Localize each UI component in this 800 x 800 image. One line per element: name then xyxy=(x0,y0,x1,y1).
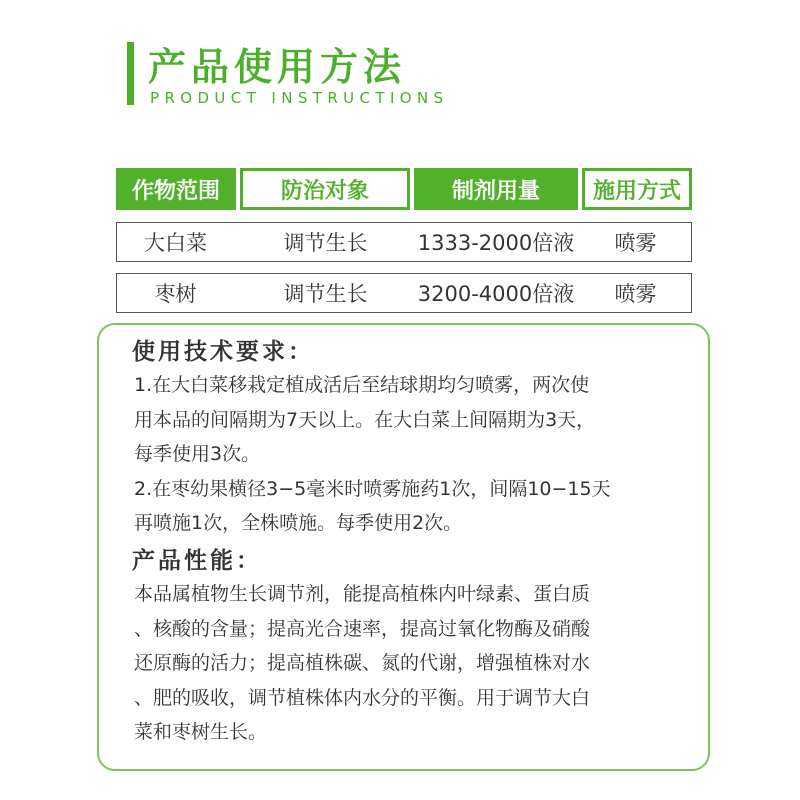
usage-line: 用本品的间隔期为7天以上。在大白菜上间隔期为3天， xyxy=(134,408,596,431)
performance-line: 菜和枣树生长。 xyxy=(134,721,268,744)
cell-target: 调节生长 xyxy=(283,230,368,255)
column-header-crop: 作物范围 xyxy=(116,168,236,210)
cell-method: 喷雾 xyxy=(614,230,657,255)
performance-line: 还原酶的活力；提高植株碳、氮的代谢，增强植株对水 xyxy=(134,652,591,675)
performance-line: 、核酸的含量；提高光合速率，提高过氧化物酶及硝酸 xyxy=(134,617,591,640)
usage-line: 2.在枣幼果横径3−5毫米时喷雾施药1次，间隔10−15天 xyxy=(134,477,611,500)
performance-line: 本品属植物生长调节剂，能提高植株内叶绿素、蛋白质 xyxy=(134,582,591,605)
cell-target: 调节生长 xyxy=(283,281,368,306)
page-subtitle: PRODUCT INSTRUCTIONS xyxy=(150,89,449,107)
page-title: 产品使用方法 xyxy=(148,45,407,89)
table-header xyxy=(116,168,692,210)
usage-line: 每季使用3次。 xyxy=(134,443,261,466)
column-header-dosage: 制剂用量 xyxy=(414,168,578,210)
usage-line: 1.在大白菜移栽定植成活后至结球期均匀喷雾，两次使 xyxy=(134,374,590,396)
performance-line: 、肥的吸收，调节植株体内水分的平衡。用于调节大白 xyxy=(134,686,591,709)
column-header-method: 施用方式 xyxy=(582,168,692,210)
usage-heading: 使用技术要求： xyxy=(132,339,314,365)
title-accent-bar xyxy=(127,42,134,105)
performance-heading: 产品性能： xyxy=(132,547,262,574)
cell-method: 喷雾 xyxy=(614,281,657,306)
cell-crop: 大白菜 xyxy=(144,230,207,255)
table-row xyxy=(116,273,692,313)
info-content xyxy=(132,336,692,750)
cell-crop: 枣树 xyxy=(154,281,197,306)
column-header-target: 防治对象 xyxy=(240,168,410,210)
usage-line: 再喷施1次，全株喷施。每季使用2次。 xyxy=(134,512,463,535)
cell-dosage: 3200-4000倍液 xyxy=(417,281,575,306)
cell-dosage: 1333-2000倍液 xyxy=(417,230,575,255)
table-row xyxy=(116,222,692,262)
